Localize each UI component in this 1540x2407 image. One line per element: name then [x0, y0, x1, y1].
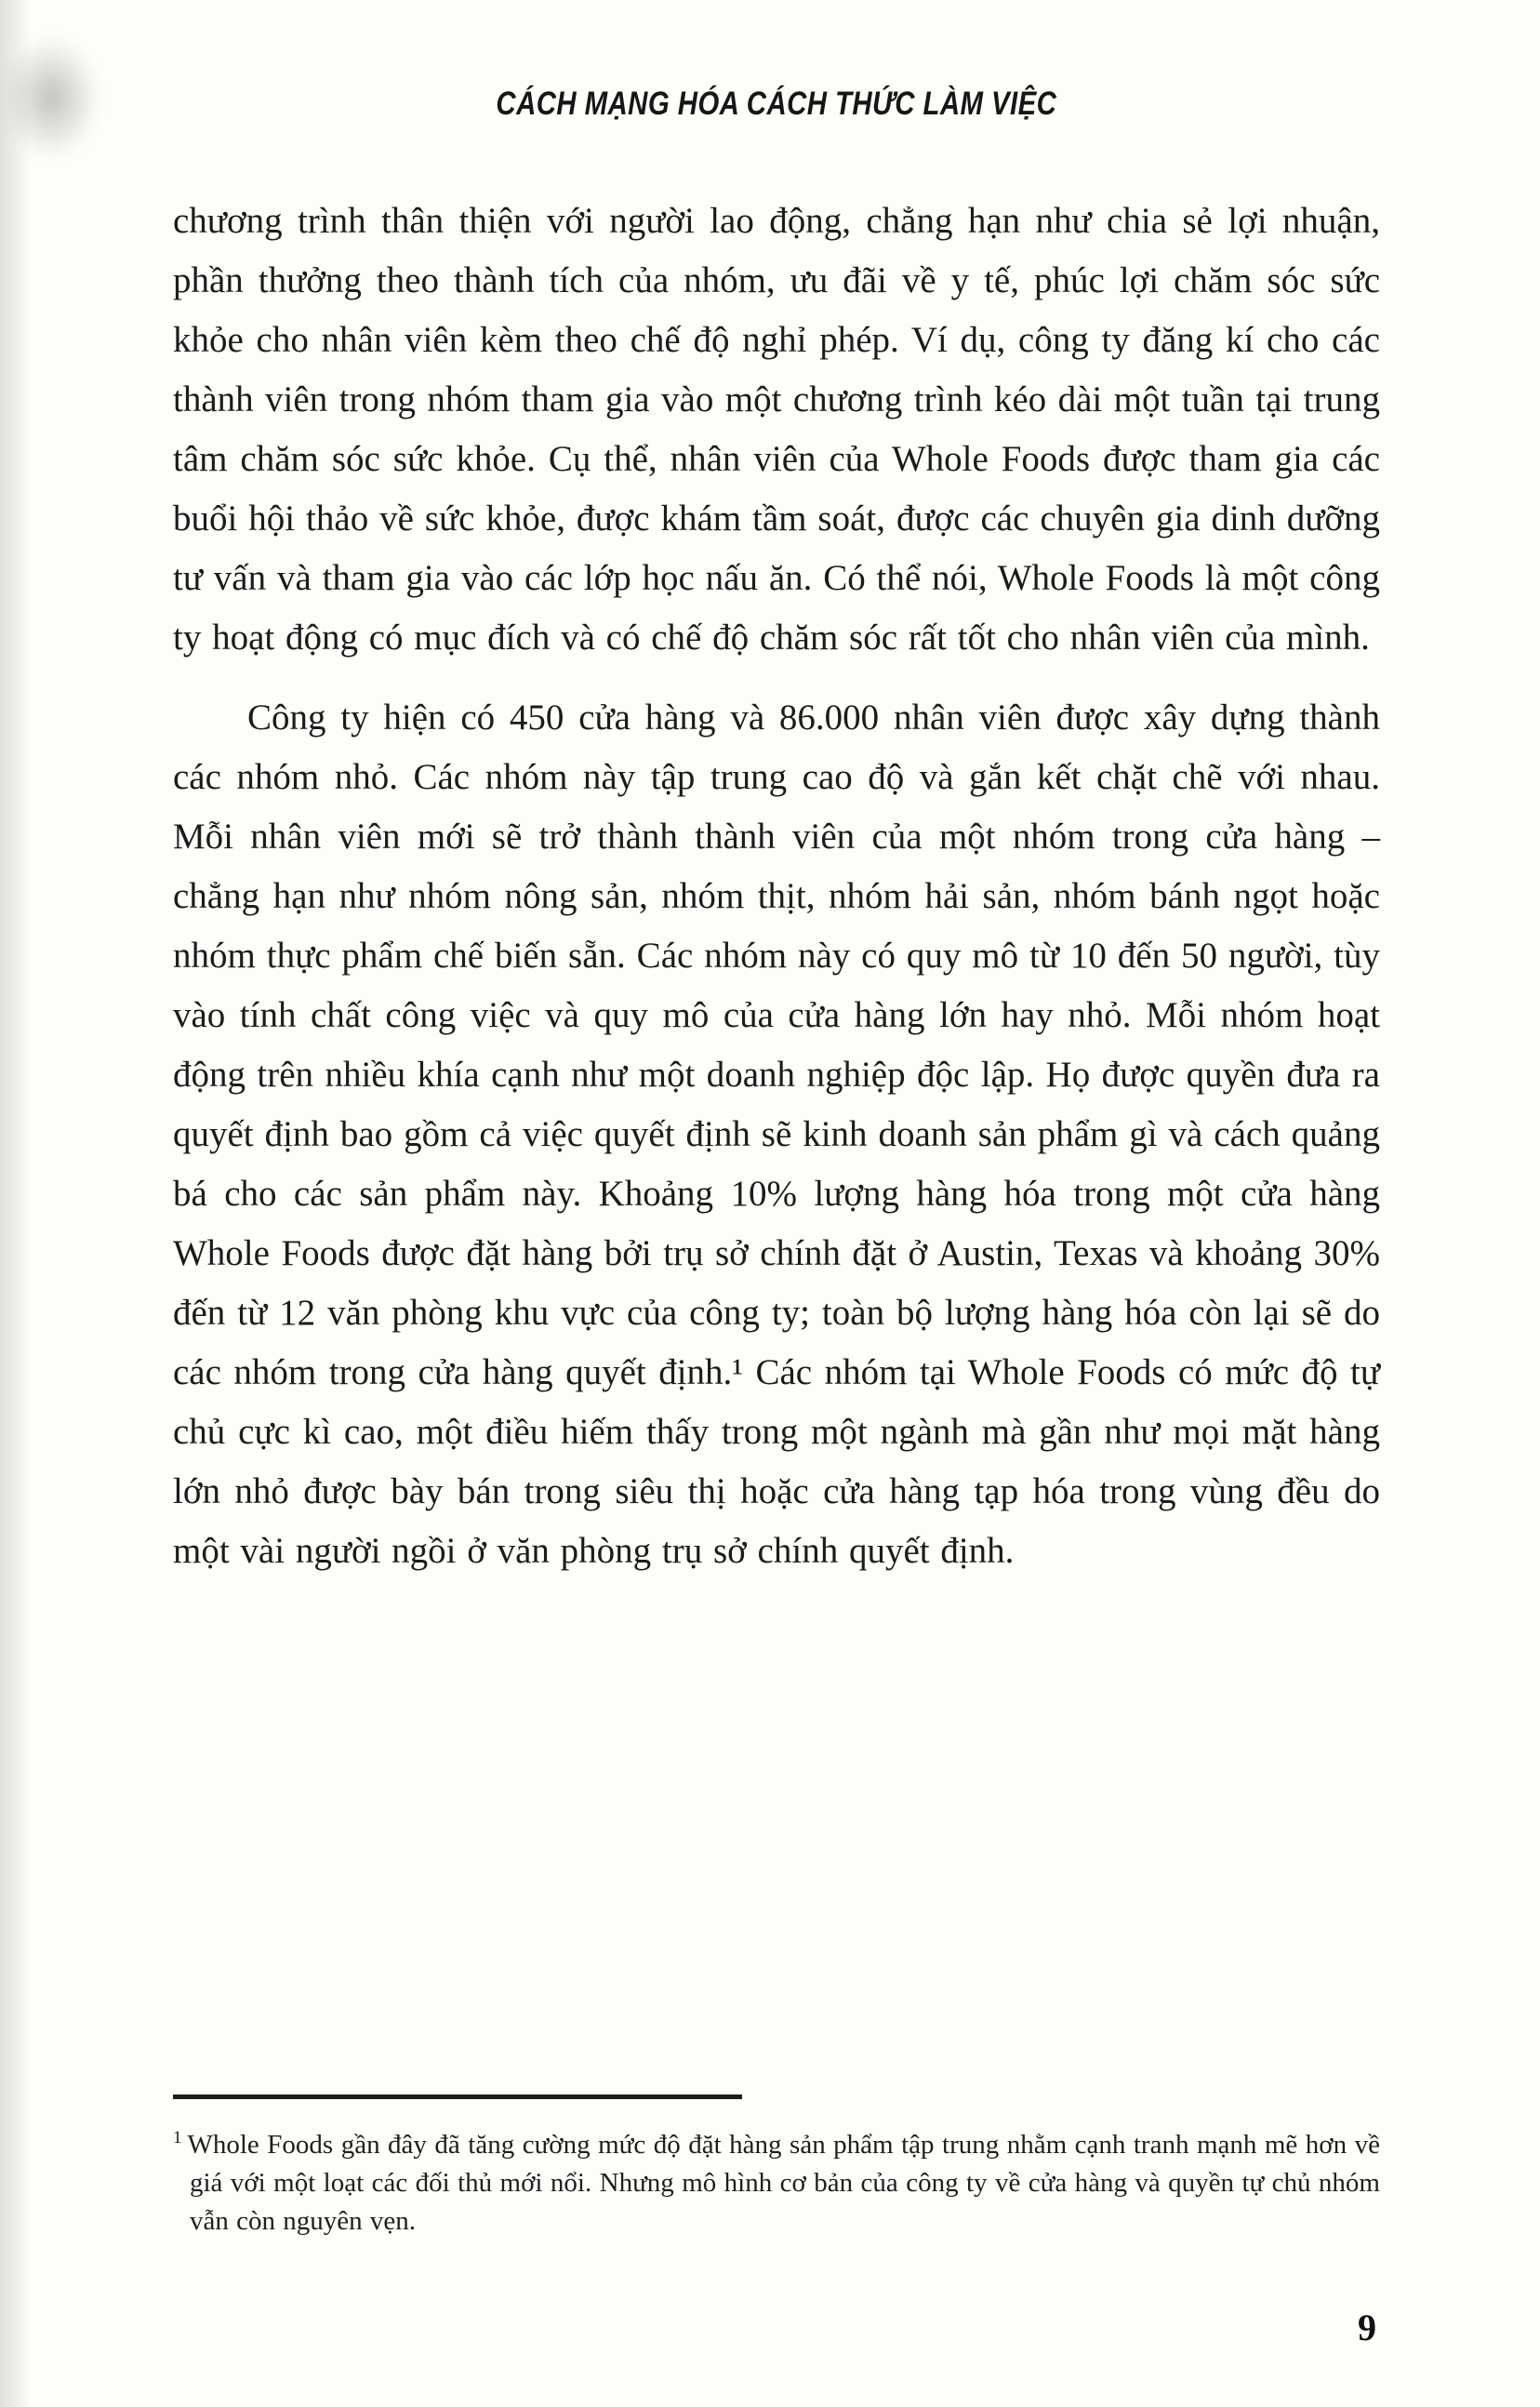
footnote-text: Whole Foods gần đây đã tăng cường mức độ đặt hàng sản phẩm tập trung nhằm cạnh tranh mạnh mẽ hơn về giá với một loạt các đối thủ mới nổi. Nhưng mô hình cơ bản của công ty về cửa hàng và quyền tự chủ nhóm vẫn còn nguyên vẹn. — [187, 2130, 1380, 2236]
scan-edge-shadow — [0, 0, 32, 2407]
scan-corner-smudge — [0, 9, 121, 186]
footnote-block — [173, 2094, 1380, 2267]
paragraph-continuation: chương trình thân thiện với người lao động, chẳng hạn như chia sẻ lợi nhuận, phần thưởng theo thành tích của nhóm, ưu đãi về y tế, phúc lợi chăm sóc sức khỏe cho nhân viên kèm theo chế độ nghỉ phép. Ví dụ, công ty đăng kí cho các thành viên trong nhóm tham gia vào một chương trình kéo dài một tuần tại trung tâm chăm sóc sức khỏe. Cụ thể, nhân viên của Whole Foods được tham gia các buổi hội thảo về sức khỏe, được khám tầm soát, được các chuyên gia dinh dưỡng tư vấn và tham gia vào các lớp học nấu ăn. Có thể nói, Whole Foods là một công ty hoạt động có mục đích và có chế độ chăm sóc rất tốt cho nhân viên của mình. — [173, 201, 1380, 658]
footnote-separator — [173, 2094, 742, 2099]
footnote-marker: 1 — [173, 2128, 182, 2148]
running-header-title: CÁCH MẠNG HÓA CÁCH THỨC LÀM VIỆC — [496, 86, 1057, 122]
paragraph-whole-foods-teams: Công ty hiện có 450 cửa hàng và 86.000 nhân viên được xây dựng thành các nhóm nhỏ. Các nhóm này tập trung cao độ và gắn kết chặt chẽ với nhau. Mỗi nhân viên mới sẽ trở thành thành viên của một nhóm trong cửa hàng – chẳng hạn như nhóm nông sản, nhóm thịt, nhóm hải sản, nhóm bánh ngọt hoặc nhóm thực phẩm chế biến sẵn. Các nhóm này có quy mô từ 10 đến 50 người, tùy vào tính chất công việc và quy mô của cửa hàng lớn hay nhỏ. Mỗi nhóm hoạt động trên nhiều khía cạnh như một doanh nghiệp độc lập. Họ được quyền đưa ra quyết định bao gồm cả việc quyết định sẽ kinh doanh sản phẩm gì và cách quảng bá cho các sản phẩm này. Khoảng 10% lượng hàng hóa trong một cửa hàng Whole Foods được đặt hàng bởi trụ sở chính đặt ở Austin, Texas và khoảng 30% đến từ 12 văn phòng khu vực của công ty; toàn bộ lượng hàng hóa còn lại sẽ do các nhóm trong cửa hàng quyết định.¹ Các nhóm tại Whole Foods có mức độ tự chủ cực kì cao, một điều hiếm thấy trong một ngành mà gần như mọi mặt hàng lớn nhỏ được bày bán trong siêu thị hoặc cửa hàng tạp hóa trong vùng đều do một vài người ngồi ở văn phòng trụ sở chính quyết định. — [173, 698, 1380, 1571]
body-text — [173, 192, 1380, 1581]
page-number: 9 — [1358, 2307, 1376, 2348]
running-header — [173, 86, 1380, 123]
footnote — [173, 2126, 1380, 2241]
